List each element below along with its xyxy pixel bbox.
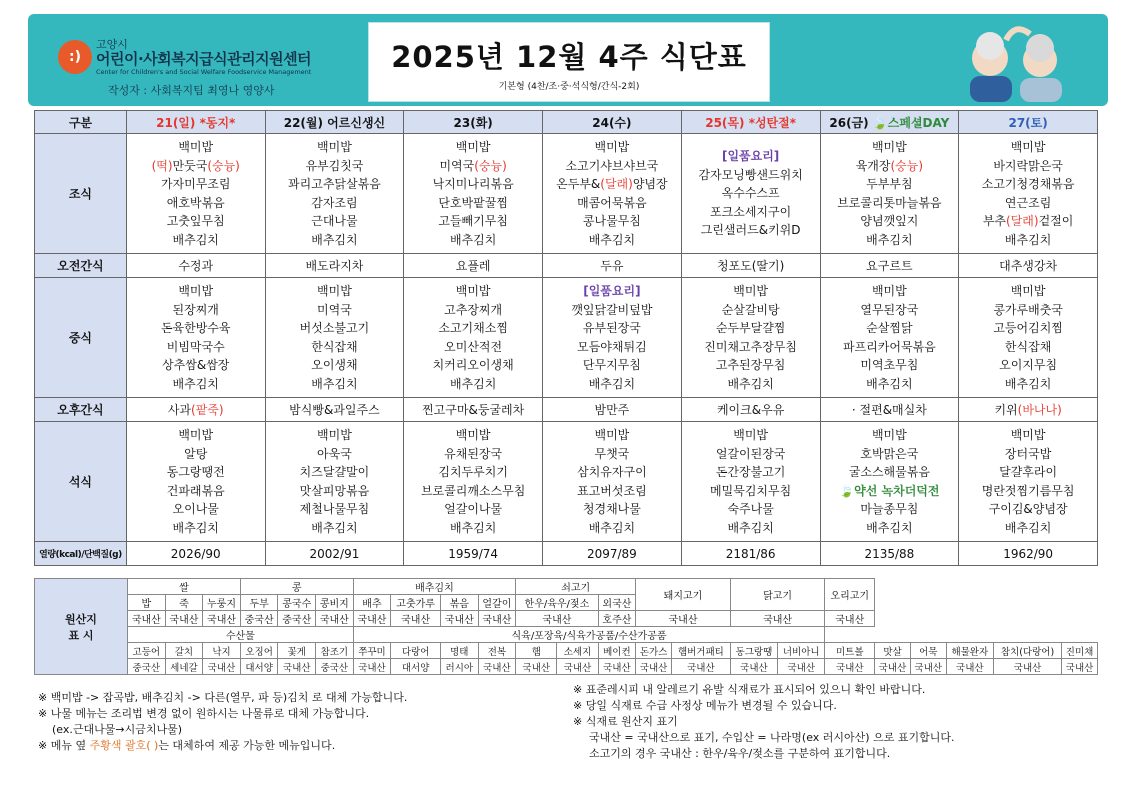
origin-item: 밥 <box>128 595 166 611</box>
row-label-pm-snack: 오후간식 <box>35 398 127 422</box>
leaf-icon: 🍃 <box>872 115 888 130</box>
menu-item: 상추쌈&쌈장 <box>162 358 230 372</box>
menu-item: 양념깻잎지 <box>860 214 919 228</box>
calorie-cell: 2097/89 <box>543 542 682 566</box>
origin-cell: 국내산 <box>203 659 241 675</box>
leaf-icon: 🍃 <box>839 483 855 498</box>
menu-item: 구이김&양념장 <box>988 502 1068 516</box>
menu-item: 배추김치 <box>588 520 636 535</box>
menu-item: 배추김치 <box>449 376 497 391</box>
origin-item: 고춧가루 <box>391 595 441 611</box>
menu-cell <box>820 278 959 398</box>
calorie-cell: 1962/90 <box>959 542 1098 566</box>
menu-item: 맛살피망볶음 <box>299 483 370 498</box>
menu-cell <box>543 422 682 542</box>
menu-item: 백미밥 <box>871 284 907 298</box>
menu-item: 백미밥 <box>178 284 214 298</box>
menu-item: 무챗국 <box>594 446 630 461</box>
note-line: ※ 당일 식재료 수급 사정상 메뉴가 변경될 수 있습니다. <box>573 699 837 712</box>
origin-cell: 러시아 <box>440 659 478 675</box>
note-line: 국내산 = 국내산으로 표기, 수입산 = 나라명(ex 러시아산) 으로 표기합니다. <box>589 731 955 744</box>
menu-cell <box>959 134 1098 254</box>
menu-item: 배추김치 <box>172 376 219 391</box>
menu-item: 오이생채 <box>311 358 358 372</box>
menu-item: 고들빼기무침 <box>438 214 508 228</box>
menu-cell <box>265 278 404 398</box>
menu-item: 유부된장국 <box>582 321 641 335</box>
menu-item: 배추김치 <box>1004 376 1052 391</box>
note-line: ※ 백미밥 -> 잡곡밥, 배추김치 -> 다른(열무, 파 등)김치 로 대체 가능합니다. <box>38 691 408 704</box>
origin-item: 얼갈이 <box>478 595 516 611</box>
menu-item: 온두부&(달래)양념장 <box>556 177 668 191</box>
menu-item: 백미밥 <box>1010 140 1046 154</box>
calorie-cell: 2135/88 <box>820 542 959 566</box>
menu-item: 배추김치 <box>727 376 774 391</box>
menu-item: 배추김치 <box>588 232 636 247</box>
menu-item: 배추김치 <box>311 520 358 535</box>
author: 작성자 : 사회복지팀 최영나 영양사 <box>108 84 275 97</box>
menu-item: 깻잎닭갈비덮밥 <box>571 302 653 317</box>
menu-item: 청경채나물 <box>582 502 641 516</box>
menu-item: 콩가루배춧국 <box>993 302 1063 317</box>
origin-cell: 국내산 <box>278 659 316 675</box>
origin-value: 국내산 <box>825 611 875 627</box>
menu-item: 파프리카어묵볶음 <box>842 339 936 354</box>
menu-item: 오미산적전 <box>444 339 503 354</box>
origin-item: 배추 <box>353 595 391 611</box>
menu-item: 모듬야채튀김 <box>577 339 647 354</box>
origin-value: 국내산 <box>730 611 825 627</box>
menu-item: 유채된장국 <box>444 446 503 461</box>
origin-cell: 햄 <box>516 643 557 659</box>
origin-cell: 국내산 <box>910 659 946 675</box>
menu-item: 한식잡채 <box>311 339 358 354</box>
origin-cell: 국내산 <box>516 659 557 675</box>
menu-item: 달걀후라이 <box>999 465 1058 479</box>
org-name: 어린이·사회복지급식관리지원센터 <box>96 50 312 68</box>
origin-group-bean: 콩 <box>240 579 353 595</box>
origin-cell: 대서양 <box>391 659 441 675</box>
snack-cell: 찐고구마&둥굴레차 <box>404 398 543 422</box>
menu-item: 숙주나물 <box>727 502 774 516</box>
menu-cell <box>681 134 820 254</box>
note-line: ※ 메뉴 옆 주황색 괄호( )는 대체하여 제공 가능한 메뉴입니다. <box>38 739 336 752</box>
origin-cell: 미트볼 <box>825 643 875 659</box>
menu-cell <box>543 278 682 398</box>
menu-item: 고추장찌개 <box>444 302 503 317</box>
menu-cell <box>959 278 1098 398</box>
origin-cell: 국내산 <box>825 659 875 675</box>
weekly-menu-table <box>34 110 1098 566</box>
snack-cell: 대추생강차 <box>959 254 1098 278</box>
origin-cell: 국내산 <box>353 659 391 675</box>
menu-item: 배추김치 <box>588 376 636 391</box>
menu-item: 백미밥 <box>178 428 214 442</box>
menu-item: 순살찜닭 <box>866 321 913 335</box>
menu-item: 배추김치 <box>311 376 358 391</box>
menu-item: 🍃약선 녹차더덕전 <box>839 483 940 498</box>
menu-item: 순두부달걀찜 <box>715 321 786 335</box>
menu-item: 배추김치 <box>1004 520 1052 535</box>
origin-cell: 참치(다랑어) <box>993 643 1061 659</box>
title-box <box>368 22 770 102</box>
menu-item: 배추김치 <box>727 520 774 535</box>
menu-item: 돈육한방수육 <box>160 321 231 335</box>
menu-item: 굴소스해물볶음 <box>848 465 930 479</box>
snack-cell: · 절편&매실차 <box>820 398 959 422</box>
origin-cell: 진미채 <box>1062 643 1098 659</box>
origin-item: 두부 <box>240 595 278 611</box>
menu-item: 애호박볶음 <box>166 195 225 210</box>
menu-item: 동그랑땡전 <box>166 465 225 479</box>
menu-item: 매콤어묵볶음 <box>577 195 647 210</box>
menu-item: 소고기청경채볶음 <box>981 177 1075 191</box>
day-header: 23(화) <box>404 111 543 134</box>
menu-item: 장터국밥 <box>1004 446 1052 461</box>
menu-item: 알탕 <box>184 446 208 461</box>
menu-item: 표고버섯조림 <box>577 483 647 498</box>
row-label-dinner: 석식 <box>35 422 127 542</box>
calorie-cell: 2181/86 <box>681 542 820 566</box>
origin-cell: 쭈꾸미 <box>353 643 391 659</box>
menu-item: 감자모닝빵샌드위치 <box>698 167 803 182</box>
snack-cell: 밤식빵&과일주스 <box>265 398 404 422</box>
menu-cell <box>820 134 959 254</box>
menu-item: 건파래볶음 <box>166 483 225 498</box>
menu-cell <box>404 134 543 254</box>
origin-cell: 꽃게 <box>278 643 316 659</box>
menu-cell <box>404 422 543 542</box>
menu-item: 된장찌개 <box>172 302 219 317</box>
menu-item: 옥수수스프 <box>721 186 780 201</box>
menu-item: 고춧잎무침 <box>166 214 225 228</box>
menu-cell <box>126 422 265 542</box>
header-banner <box>28 14 1108 106</box>
day-header-row <box>35 111 1098 134</box>
menu-item: 부추(달래)겉절이 <box>982 214 1074 228</box>
origin-cell: 햄버거패티 <box>671 643 730 659</box>
menu-item: 배추김치 <box>449 232 497 247</box>
menu-item: 순살갈비탕 <box>721 302 780 317</box>
menu-item: 제철나물무침 <box>299 502 370 516</box>
origin-cell: 갈치 <box>165 643 203 659</box>
menu-cell <box>126 278 265 398</box>
origin-value: 국내산 <box>353 611 391 627</box>
snack-cell: 배도라지차 <box>265 254 404 278</box>
day-header: 27(토) <box>959 111 1098 134</box>
origin-item: 콩비지 <box>316 595 354 611</box>
menu-item: 콩나물무침 <box>582 214 641 228</box>
am-snack-row <box>35 254 1098 278</box>
menu-item: 브로콜리톳마늘볶음 <box>837 195 942 210</box>
origin-cell: 소세지 <box>557 643 598 659</box>
menu-cell <box>265 422 404 542</box>
menu-item: 단무지무침 <box>582 358 641 372</box>
menu-item: 미역국 <box>317 302 352 317</box>
origin-item: 외국산 <box>598 595 636 611</box>
row-label-breakfast: 조식 <box>35 134 127 254</box>
origin-cell: 동그랑땡 <box>730 643 777 659</box>
row-label-lunch: 중식 <box>35 278 127 398</box>
snack-cell: 청포도(딸기) <box>681 254 820 278</box>
menu-cell <box>820 422 959 542</box>
snack-cell: 요구르트 <box>820 254 959 278</box>
menu-item: 배추김치 <box>172 520 219 535</box>
org-city: 고양시 <box>96 38 128 51</box>
origin-item: 한우/육우/젖소 <box>516 595 598 611</box>
menu-item: 낙지미나리볶음 <box>432 177 514 191</box>
menu-item: 비빔막국수 <box>166 339 225 354</box>
origin-cell: 고등어 <box>128 643 166 659</box>
origin-value: 국내산 <box>391 611 441 627</box>
menu-cell <box>543 134 682 254</box>
menu-cell <box>681 278 820 398</box>
menu-cell <box>404 278 543 398</box>
origin-cell: 세네갈 <box>165 659 203 675</box>
menu-item: [일품요리] <box>721 149 780 164</box>
origin-cell: 국내산 <box>636 659 672 675</box>
origin-cell: 너비아니 <box>778 643 825 659</box>
origin-cell: 국내산 <box>598 659 636 675</box>
lunch-row <box>35 278 1098 398</box>
origin-group-processed: 식육/포장육/식육가공품/수산가공품 <box>353 627 825 643</box>
origin-value: 국내산 <box>165 611 203 627</box>
origin-cell: 국내산 <box>478 659 516 675</box>
menu-cell <box>265 134 404 254</box>
origin-group-kimchi: 배추김치 <box>353 579 516 595</box>
snack-cell: 사과(팥죽) <box>126 398 265 422</box>
menu-item: 얼갈이나물 <box>444 502 503 516</box>
dinner-row <box>35 422 1098 542</box>
origin-cell: 어묵 <box>910 643 946 659</box>
origin-cell: 중국산 <box>316 659 354 675</box>
menu-item: 한식잡채 <box>1004 339 1052 354</box>
row-label-calories: 열량(kcal)/단백질(g) <box>35 542 127 566</box>
pm-snack-row <box>35 398 1098 422</box>
origin-cell: 국내산 <box>875 659 911 675</box>
menu-item: 돈간장불고기 <box>715 465 786 479</box>
row-label-am-snack: 오전간식 <box>35 254 127 278</box>
origin-cell: 돈가스 <box>636 643 672 659</box>
menu-item: 열무된장국 <box>860 302 919 317</box>
menu-item: 배추김치 <box>866 520 913 535</box>
menu-item: 메밀묵김치무침 <box>710 483 792 498</box>
origin-label: 원산지 표 시 <box>35 579 128 675</box>
menu-item: 가자미무조림 <box>160 177 231 191</box>
origin-value: 국내산 <box>316 611 354 627</box>
menu-item: 치즈달걀말이 <box>299 465 370 479</box>
menu-item: 감자조림 <box>311 195 358 210</box>
menu-item: 고등어김치찜 <box>993 321 1063 335</box>
menu-item: 배추김치 <box>866 376 913 391</box>
page-subtitle: 기본형 (4찬/조·중·석식형/간식-2회) <box>498 82 640 92</box>
snack-cell: 두유 <box>543 254 682 278</box>
menu-item: 호박맑은국 <box>860 446 919 461</box>
menu-item: 백미밥 <box>1010 284 1046 298</box>
origin-group-beef: 쇠고기 <box>516 579 636 595</box>
origin-value: 국내산 <box>440 611 478 627</box>
corner-label: 구분 <box>35 111 127 134</box>
origin-value: 국내산 <box>128 611 166 627</box>
origin-cell: 국내산 <box>671 659 730 675</box>
menu-item: 백미밥 <box>317 284 352 298</box>
origin-duck: 오리고기 <box>825 579 875 611</box>
menu-item: 미역국(숭늉) <box>439 158 507 173</box>
origin-item: 죽 <box>165 595 203 611</box>
day-header: 21(일) *동지* <box>126 111 265 134</box>
origin-chicken: 닭고기 <box>730 579 825 611</box>
menu-item: 소고기채소찜 <box>438 321 508 335</box>
menu-item: 마늘종무침 <box>860 502 919 516</box>
origin-item: 누룽지 <box>203 595 241 611</box>
origin-cell: 낙지 <box>203 643 241 659</box>
menu-item: (떡)만둣국(숭늉) <box>151 158 240 173</box>
origin-group-seafood: 수산물 <box>128 627 354 643</box>
calorie-cell: 2002/91 <box>265 542 404 566</box>
menu-item: 꽈리고추닭살볶음 <box>288 177 381 191</box>
menu-item: 백미밥 <box>455 284 491 298</box>
menu-cell <box>126 134 265 254</box>
elderly-couple-illustration-icon <box>940 20 1090 102</box>
origin-values-row <box>35 659 1098 675</box>
origin-cell: 대서양 <box>240 659 278 675</box>
menu-item: 미역초무침 <box>860 358 919 372</box>
menu-item: 백미밥 <box>1010 428 1046 442</box>
center-logo-icon: :) <box>58 40 92 74</box>
menu-item: 버섯소불고기 <box>299 321 370 335</box>
menu-item: 백미밥 <box>871 428 907 442</box>
notes-left <box>38 690 407 754</box>
menu-item: 배추김치 <box>172 232 219 247</box>
origin-value: 중국산 <box>240 611 278 627</box>
menu-item: 유부김칫국 <box>305 158 364 173</box>
menu-item: 두부부침 <box>866 177 913 191</box>
menu-item: 연근조림 <box>1004 195 1052 210</box>
menu-item: 백미밥 <box>594 428 630 442</box>
origin-cell: 베이컨 <box>598 643 636 659</box>
origin-cell: 중국산 <box>128 659 166 675</box>
menu-item: 진미채고추장무침 <box>704 339 797 354</box>
menu-item: 육개장(숭늉) <box>855 158 924 173</box>
origin-cell: 국내산 <box>993 659 1061 675</box>
menu-item: 단호박팥꿀찜 <box>438 195 508 210</box>
menu-item: 소고기샤브샤브국 <box>565 158 659 173</box>
menu-item: 백미밥 <box>317 140 352 154</box>
origin-cell: 참조기 <box>316 643 354 659</box>
menu-cell <box>959 422 1098 542</box>
menu-item: 포크소세지구이 <box>710 204 792 219</box>
menu-item: 배추김치 <box>449 520 497 535</box>
menu-item: 배추김치 <box>866 232 913 247</box>
menu-item: 아욱국 <box>317 446 352 461</box>
origin-pork: 돼지고기 <box>636 579 731 611</box>
menu-item: 얼갈이된장국 <box>715 446 786 461</box>
origin-value: 호주산 <box>598 611 636 627</box>
menu-item: 근대나물 <box>311 214 358 228</box>
day-header: 24(수) <box>543 111 682 134</box>
menu-item: 백미밥 <box>594 140 630 154</box>
calorie-cell: 2026/90 <box>126 542 265 566</box>
day-header: 26(금) 🍃스페셜DAY <box>820 111 959 134</box>
day-header: 22(월) 어르신생신 <box>265 111 404 134</box>
origin-item: 콩국수 <box>278 595 316 611</box>
origin-items-row <box>35 643 1098 659</box>
origin-cell: 국내산 <box>557 659 598 675</box>
menu-item: 고추된장무침 <box>715 358 786 372</box>
origin-cell: 오징어 <box>240 643 278 659</box>
origin-cell: 다랑어 <box>391 643 441 659</box>
origin-value: 국내산 <box>478 611 516 627</box>
menu-item: 치커리오이생채 <box>432 358 514 372</box>
note-line: (ex.근대나물→시금치나물) <box>52 723 183 736</box>
origin-cell: 맛살 <box>875 643 911 659</box>
menu-item: 백미밥 <box>733 428 769 442</box>
origin-cell: 전복 <box>478 643 516 659</box>
menu-item: 그린샐러드&키위D <box>700 223 801 238</box>
snack-cell: 케이크&우유 <box>681 398 820 422</box>
snack-cell: 키위(바나나) <box>959 398 1098 422</box>
origin-cell: 국내산 <box>1062 659 1098 675</box>
calorie-cell: 1959/74 <box>404 542 543 566</box>
menu-item: 오이나물 <box>172 502 219 516</box>
calories-row <box>35 542 1098 566</box>
menu-item: 백미밥 <box>871 140 907 154</box>
origin-value: 중국산 <box>278 611 316 627</box>
menu-item: 백미밥 <box>455 428 491 442</box>
origin-value: 국내산 <box>203 611 241 627</box>
snack-cell: 수정과 <box>126 254 265 278</box>
menu-item: 백미밥 <box>178 140 214 154</box>
menu-item: [일품요리] <box>583 284 641 298</box>
breakfast-row <box>35 134 1098 254</box>
menu-item: 김치두루치기 <box>438 465 508 479</box>
notes-right <box>573 682 954 762</box>
note-line: ※ 나물 메뉴는 조리법 변경 없이 원하시는 나물류로 대체 가능합니다. <box>38 707 370 720</box>
menu-item: 삼치유자구이 <box>577 465 647 479</box>
menu-cell <box>681 422 820 542</box>
menu-item: 오이지무침 <box>999 358 1058 372</box>
origin-table <box>34 578 1098 675</box>
origin-value: 국내산 <box>636 611 731 627</box>
menu-item: 백미밥 <box>733 284 769 298</box>
menu-item: 브로콜리깨소스무침 <box>420 483 526 498</box>
note-line: ※ 표준레시피 내 알레르기 유발 식재료가 표시되어 있으니 확인 바랍니다. <box>573 683 926 696</box>
note-line: ※ 식재료 원산지 표기 <box>573 715 678 728</box>
snack-cell: 요플레 <box>404 254 543 278</box>
origin-value: 국내산 <box>516 611 598 627</box>
snack-cell: 밤만주 <box>543 398 682 422</box>
origin-group-rice: 쌀 <box>128 579 241 595</box>
page-title: 2025년 12월 4주 식단표 <box>391 40 747 74</box>
origin-cell: 명태 <box>440 643 478 659</box>
note-line: 소고기의 경우 국내산 : 한우/육우/젖소를 구분하여 표기합니다. <box>589 747 891 760</box>
origin-item: 볶음 <box>440 595 478 611</box>
origin-cell: 국내산 <box>946 659 993 675</box>
menu-item: 배추김치 <box>1004 232 1052 247</box>
menu-sheet <box>28 14 1108 794</box>
menu-item: 바지락맑은국 <box>993 158 1063 173</box>
origin-cell: 해물완자 <box>946 643 993 659</box>
menu-item: 백미밥 <box>455 140 491 154</box>
menu-item: 배추김치 <box>311 232 358 247</box>
day-header: 25(목) *성탄절* <box>681 111 820 134</box>
org-name-english: Center for Children's and Social Welfare Foodservice Management <box>96 68 312 76</box>
origin-cell: 국내산 <box>778 659 825 675</box>
origin-cell: 국내산 <box>730 659 777 675</box>
menu-item: 백미밥 <box>317 428 352 442</box>
menu-item: 명란젓찜기름무침 <box>981 483 1075 498</box>
